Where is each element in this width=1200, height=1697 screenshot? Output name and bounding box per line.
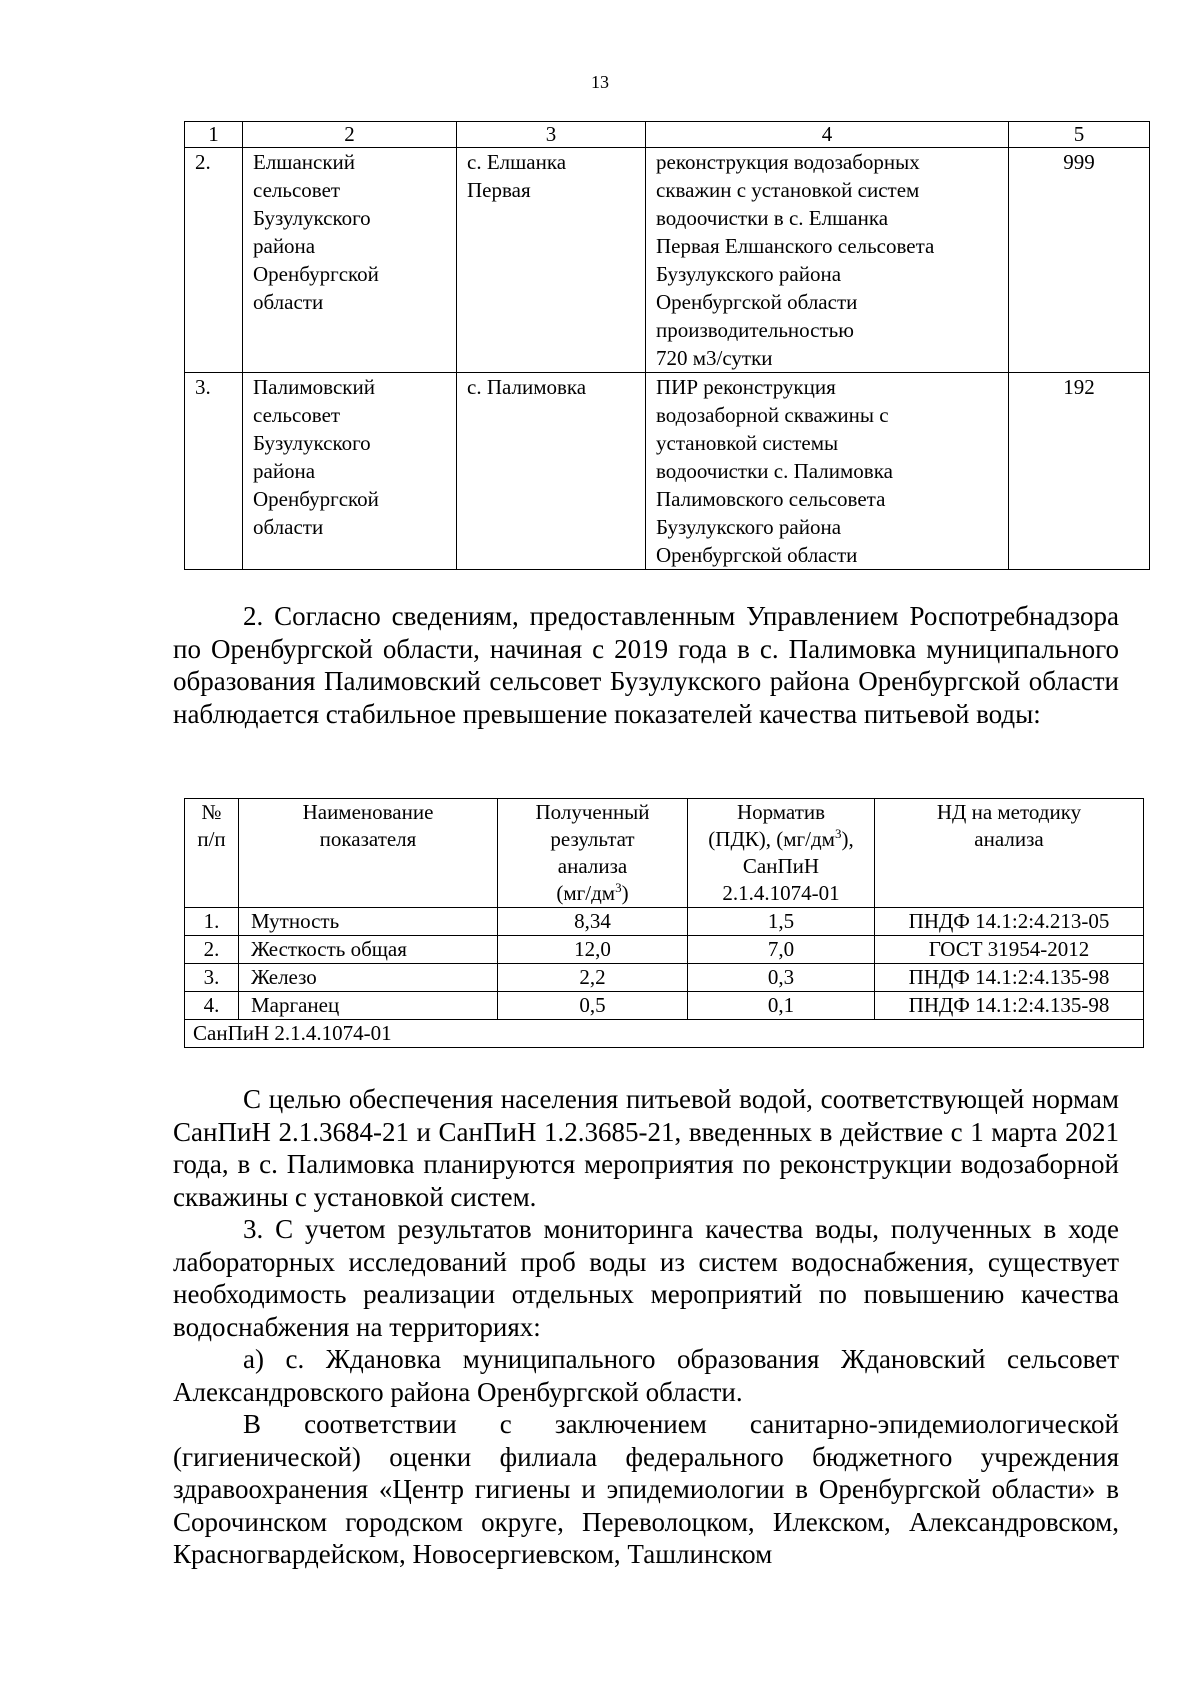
cell-line: Оренбургской xyxy=(253,487,379,511)
row-number: 4. xyxy=(185,992,239,1020)
table-row xyxy=(185,992,1144,1020)
cell-line xyxy=(506,880,679,907)
table-row xyxy=(185,148,1150,373)
cell-line: водоочистки с. Палимовка xyxy=(656,459,893,483)
cell-line: Палимовского сельсовета xyxy=(656,487,886,511)
paragraph-purpose: С целью обеспечения населения питьевой водой, соответствующей нормам СанПиН 2.1.3684-21 и СанПиН 1.2.3685-21, введенных в действие с 1 марта 2021 года, в с. Палимовка планируются мероприятия по реконструкции водозаборной скважины с установкой систем. xyxy=(173,1084,1119,1212)
cell-line: Оренбургской xyxy=(253,262,379,286)
unit-sup: 3 xyxy=(615,880,622,895)
water-quality-table xyxy=(184,798,1144,1048)
cell-line: водоочистки в с. Елшанка xyxy=(656,206,889,230)
paragraph-item-a: а) с. Ждановка муниципального образования Ждановский сельсовет Александровского района Оренбургской области. xyxy=(173,1344,1119,1407)
table-header-row xyxy=(185,122,1150,148)
cell-line: показателя xyxy=(319,827,417,851)
cell-line: Бузулукского района xyxy=(656,515,842,539)
cell-line: Оренбургской области xyxy=(656,543,858,567)
cell-line: Норматив xyxy=(736,800,826,824)
result-value: 8,34 xyxy=(498,908,688,936)
method-reference: ПНДФ 14.1:2:4.135-98 xyxy=(875,964,1144,992)
cell-line: Бузулукского xyxy=(253,206,371,230)
measure-cell xyxy=(646,148,1009,373)
table-row xyxy=(185,964,1144,992)
unit-text: (мг/дм xyxy=(556,881,616,905)
cell-line: реконструкция водозаборных xyxy=(656,150,920,174)
cell-line: скважин с установкой систем xyxy=(656,178,920,202)
cell-line: сельсовет xyxy=(253,403,341,427)
cell-line xyxy=(696,826,866,853)
row-number: 1. xyxy=(185,908,239,936)
indicator-name: Железо xyxy=(239,964,498,992)
cell-line: п/п xyxy=(197,827,226,851)
indicator-name: Марганец xyxy=(239,992,498,1020)
cell-line: результат xyxy=(550,827,635,851)
cell-line: Оренбургской области xyxy=(656,290,858,314)
cell-line: 720 м3/сутки xyxy=(656,346,773,370)
header-nd xyxy=(875,799,1144,908)
unit-text: ) xyxy=(621,881,629,905)
cell-line: с. Палимовка xyxy=(467,375,587,399)
method-reference: ПНДФ 14.1:2:4.135-98 xyxy=(875,992,1144,1020)
cell-line: анализа xyxy=(557,854,628,878)
page-number: 13 xyxy=(591,72,609,92)
paragraph-2: 2. Согласно сведениям, предоставленным Управлением Роспотребнадзора по Оренбургской области, начиная с 2019 года в с. Палимовка муниципального образования Палимовский сельсовет Бузулукского района Оренбургской области наблюдается стабильное превышение показателей качества питьевой воды: xyxy=(173,601,1119,729)
table-footer-row xyxy=(185,1020,1144,1048)
header-cell: 4 xyxy=(646,122,1009,148)
table-header-row xyxy=(185,799,1144,908)
cell-line: области xyxy=(253,290,324,314)
row-number: 3. xyxy=(185,964,239,992)
result-value: 2,2 xyxy=(498,964,688,992)
cell-line: производительностью xyxy=(656,318,854,342)
norm-value: 7,0 xyxy=(688,936,875,964)
cell-line: области xyxy=(253,515,324,539)
row-number: 2. xyxy=(185,148,243,373)
norm-value: 0,3 xyxy=(688,964,875,992)
unit-text: ), xyxy=(841,827,854,851)
unit-text: (ПДК), (мг/дм xyxy=(708,827,835,851)
projects-table xyxy=(184,121,1150,570)
cell-line: СанПиН xyxy=(742,854,820,878)
cell-line: Первая xyxy=(467,178,531,202)
cell-line: Бузулукского района xyxy=(656,262,842,286)
norm-value: 0,1 xyxy=(688,992,875,1020)
settlement-cell xyxy=(457,373,646,570)
settlement-cell xyxy=(457,148,646,373)
cell-line: с. Елшанка xyxy=(467,150,567,174)
cell-line: установкой системы xyxy=(656,431,839,455)
cell-line: НД на методику xyxy=(936,800,1082,824)
norm-value: 1,5 xyxy=(688,908,875,936)
cell-line: ПИР реконструкция xyxy=(656,375,836,399)
value-cell: 999 xyxy=(1009,148,1150,373)
cell-line: Палимовский xyxy=(253,375,375,399)
indicator-name: Мутность xyxy=(239,908,498,936)
header-num xyxy=(185,799,239,908)
row-number: 3. xyxy=(185,373,243,570)
header-norm xyxy=(688,799,875,908)
header-cell: 1 xyxy=(185,122,243,148)
method-reference: ПНДФ 14.1:2:4.213-05 xyxy=(875,908,1144,936)
table-row xyxy=(185,908,1144,936)
result-value: 12,0 xyxy=(498,936,688,964)
unit-sup: 3 xyxy=(834,826,842,841)
municipality-cell xyxy=(243,373,457,570)
result-value: 0,5 xyxy=(498,992,688,1020)
header-cell: 5 xyxy=(1009,122,1150,148)
header-cell: 3 xyxy=(457,122,646,148)
cell-line: района xyxy=(253,459,316,483)
cell-line: 2.1.4.1074-01 xyxy=(722,881,840,905)
measure-cell xyxy=(646,373,1009,570)
cell-line: анализа xyxy=(974,827,1044,851)
table-row xyxy=(185,936,1144,964)
cell-line: Первая Елшанского сельсовета xyxy=(656,234,935,258)
cell-line: Елшанский xyxy=(253,150,356,174)
cell-line: водозаборной скважины с xyxy=(656,403,889,427)
table-footer: СанПиН 2.1.4.1074-01 xyxy=(185,1020,1144,1048)
row-number: 2. xyxy=(185,936,239,964)
municipality-cell xyxy=(243,148,457,373)
header-cell: 2 xyxy=(243,122,457,148)
paragraph-3: 3. С учетом результатов мониторинга качества воды, полученных в ходе лабораторных исследований проб воды из систем водоснабжения, существует необходимость реализации отдельных мероприятий по повышению качества водоснабжения на территориях: xyxy=(173,1214,1119,1342)
table-row xyxy=(185,373,1150,570)
value-cell: 192 xyxy=(1009,373,1150,570)
indicator-name: Жесткость общая xyxy=(239,936,498,964)
cell-line: района xyxy=(253,234,316,258)
cell-line: № xyxy=(201,800,222,824)
header-name xyxy=(239,799,498,908)
cell-line: сельсовет xyxy=(253,178,341,202)
method-reference: ГОСТ 31954-2012 xyxy=(875,936,1144,964)
cell-line: Наименование xyxy=(302,800,434,824)
cell-line: Полученный xyxy=(535,800,650,824)
header-result xyxy=(498,799,688,908)
cell-line: Бузулукского xyxy=(253,431,371,455)
paragraph-conclusion: В соответствии с заключением санитарно-эпидемиологической (гигиенической) оценки филиала федерального бюджетного учреждения здравоохранения «Центр гигиены и эпидемиологии в Оренбургской области» в Сорочинском городском округе, Переволоцком, Илекском, Александровском, Красногвардейском, Новосергиевском, Ташлинском xyxy=(173,1409,1119,1569)
